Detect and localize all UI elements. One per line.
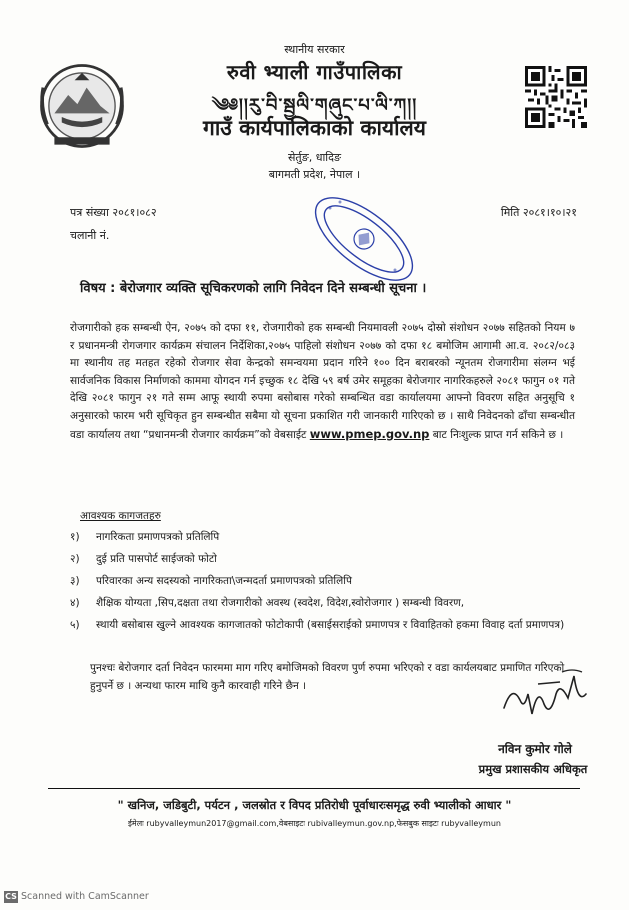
camscanner-logo-icon: CS	[5, 892, 17, 901]
document-item	[70, 595, 582, 612]
website-link[interactable]: www.pmep.gov.np	[309, 426, 430, 441]
document-item-text: दुई प्रति पासपोर्ट साईजको फोटो	[96, 553, 217, 565]
municipality-name: रुवी भ्याली गाउँपालिका	[226, 60, 403, 84]
document-item-number: २)	[70, 553, 80, 565]
scanner-text: Scanned with CamScanner	[21, 891, 149, 902]
letter-number: पत्र संख्या २०८१।०८२	[70, 206, 157, 219]
subject-line: विषय : बेरोजगार व्यक्ति सूचिकरणको लागि निवेदन दिने सम्बन्धी सूचना ।	[80, 281, 427, 296]
document-item	[70, 617, 582, 634]
notice-body	[70, 320, 575, 444]
document-item	[70, 573, 582, 590]
document-item-text: स्थायी बसोबास खुल्ने आवश्यक कागजातको फोटोकापी (बसाईसराईको प्रमाणपत्र र विवाहितको हकमा विवाह दर्ता प्रमाणपत्र)	[96, 619, 565, 631]
document-item-text: शैक्षिक योग्यता ,सिप,दक्षता तथा रोजगारीको अवस्थ (स्वदेश, विदेश,स्वोरोजगार ) सम्बन्धी विवरण,	[96, 597, 465, 609]
address-line-2: बागमती प्रदेश, नेपाल ।	[268, 168, 361, 181]
signatory-name: नविन कुमोर गोले	[498, 742, 572, 756]
signature-icon	[498, 664, 596, 724]
postscript-note: पुनश्चः बेरोजगार दर्ता निवेदन फारममा माग गरिए बमोजिमको विवरण पुर्ण रुपमा भरिएको र वडा कार्यलयबाट प्रमाणित गरिएको हुनुपर्ने छ । अन्यथा फारम माथि कुनै कारवाही गरिने छैन ।	[90, 662, 565, 692]
document-item	[70, 551, 582, 568]
office-name: गाउँ कार्यपालिकाको कार्यालय	[203, 116, 426, 140]
office-stamp-icon	[300, 188, 428, 290]
required-documents-title: आवश्यक कागजतहरु	[80, 510, 161, 522]
notice-paragraph: रोजगारीको हक सम्बन्धी ऐन, २०७५ को दफा ११, रोजगारीको हक सम्बन्धी नियमावली २०७५ दोस्रो संशोधन २०७७ सहितको नियम ७ र प्रधानमन्त्री रोगजगार कार्यक्रम संचालन निर्देशिका,२०७५ पाहिलो संशोधन २०७७ को दफा १८ बमोजिम आगामी आ.व. २०८२/०८३ मा स्थानीय तह मतहत रहेको रोजगार सेवा केन्द्रको समन्वयमा प्रदान गरिने १०० दिन बराबरको न्यूनतम रोजगारीमा संलग्न भई सार्वजनिक विकास निर्माणको काममा योगदन गर्न इच्छुक १८ देखि ५९ बर्ष उमेर समूहका बेरोजगार नागरिकहरुले २०८१ फागुन ०१ गते देखि २०८१ फागुन २१ गते सम्म आफू स्थायी रुपमा बसोबास गरेको सम्बन्धित वडा कार्यालयमा आफ्नो विवरण सहित अनुसूचि १ अनुसारको फारम भरी सूचिकृत हुन सम्बन्धीत सबैमा यो सूचना प्रकाशित गरी जानकारी गारिएको छ । साथै निवेदनको ढाँचा सम्बन्धीत वडा कार्यालय तथा “प्रधानमन्त्री रोजगार कार्यक्रम”को वेबसाईट	[70, 322, 575, 441]
document-item-text: नागरिकता प्रमाणपत्रको प्रतिलिपि	[96, 531, 220, 543]
dispatch-number: चलानी नं.	[70, 229, 110, 242]
letter-date: मिति २०८१।१०।२१	[500, 206, 577, 219]
document-item-number: ४)	[70, 597, 80, 609]
scanner-watermark	[4, 891, 149, 903]
document-item-number: ५)	[70, 619, 80, 631]
tibetan-name: ༄༅།།རུ་བི་སྦྱལི་གཞུང་པ་ལི་ཀ།།	[211, 95, 418, 116]
signatory-title: प्रमुख प्रशासकीय अधिकृत	[478, 762, 588, 776]
document-item-text: परिवारका अन्य सदस्यको नागरिकता\जन्मदर्ता प्रमाणपत्रको प्रतिलिपि	[96, 575, 352, 587]
document-item-number: ३)	[70, 575, 80, 587]
website-suffix: बाट निःशुल्क प्राप्त गर्न सकिने छ ।	[429, 428, 564, 441]
address-line-1: सेर्तुङ, धादिङ	[287, 151, 342, 164]
footer-motto: " खनिज, जडिबुटी, पर्यटन , जलस्रोत र विपद प्रतिरोधी पूर्वाधारःसमृद्ध रुवी भ्यालीको आधार "	[117, 798, 512, 812]
document-item	[70, 529, 582, 546]
footer-contact: ईमेलः rubyvalleymun2017@gmail.com,वेबसाइटः rubivalleymun.gov.np,फेसबुक साइटः rubyvalleymun	[128, 819, 501, 828]
document-item-number: १)	[70, 531, 80, 543]
qr-code-icon	[525, 66, 587, 128]
footer-divider	[48, 788, 580, 789]
gov-label: स्थानीय सरकार	[284, 43, 345, 56]
